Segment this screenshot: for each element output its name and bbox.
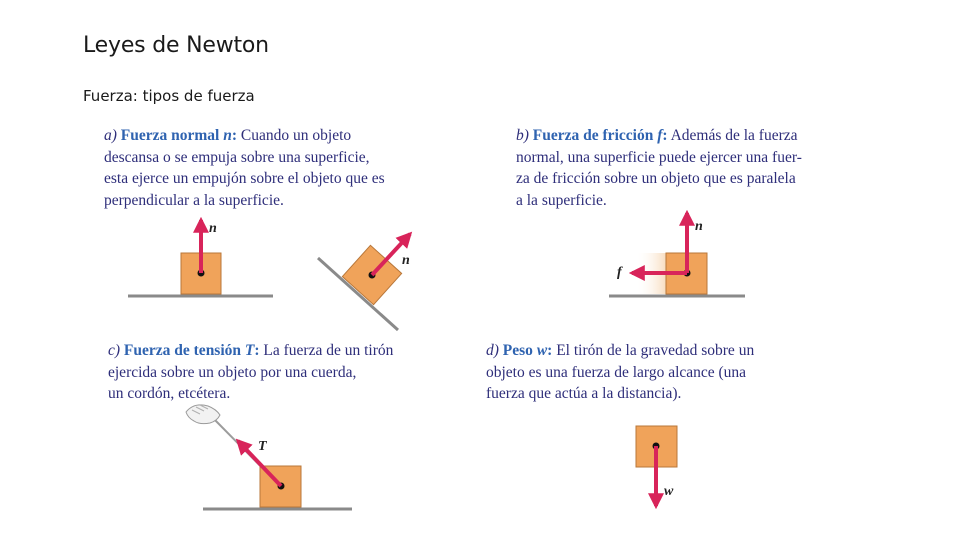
panel-b-text-line-2: za de fricción sobre un objeto que es paralela [516, 170, 796, 187]
panel-d-heading-text: Peso [502, 342, 533, 359]
weight-label: w [664, 484, 674, 499]
panel-c-tag: c) [108, 342, 121, 359]
hand-icon [186, 405, 220, 424]
panel-a-text-line-1: descansa o se empuja sobre una superficie, [104, 148, 370, 166]
panel-a-tag: a) [104, 127, 117, 144]
panel-a-heading-vector: n [223, 127, 232, 144]
panel-d-text-line-2: fuerza que actúa a la distancia). [486, 385, 682, 402]
figure-a-incline [318, 234, 410, 330]
panel-b-heading-text: Fuerza de fricción [532, 127, 654, 144]
panel-b-tag: b) [516, 127, 529, 144]
panel-d-heading-vector: w [536, 342, 548, 359]
friction-label: f [617, 265, 622, 280]
panel-a-text-line-2: esta ejerce un empujón sobre el objeto que es [104, 170, 385, 187]
panel-a-heading: Fuerza normal n: [120, 127, 238, 144]
panel-d-text-line-0: El tirón de la gravedad sobre un [556, 342, 755, 359]
normal-label-b: n [695, 219, 703, 234]
panel-b-text-line-0: Además de la fuerza [670, 127, 798, 144]
figure-b [609, 213, 745, 296]
panel-a-text-line-0: Cuando un objeto [240, 127, 352, 144]
panel-b-text-line-3: a la superficie. [516, 191, 607, 209]
panel-c-heading: Fuerza de tensión T: [123, 342, 260, 359]
panel-c-heading-text: Fuerza de tensión [123, 342, 242, 359]
panel-c-heading-vector: T [244, 342, 255, 359]
panel-b-heading: Fuerza de fricción f: [532, 127, 668, 144]
panel-c-text-line-2: un cordón, etcétera. [108, 385, 231, 402]
normal-label-a: n [209, 221, 217, 236]
slide-title: Leyes de Newton [83, 33, 269, 58]
panel-c-text-line-1: ejercida sobre un objeto por una cuerda, [108, 363, 357, 381]
panel-c-text-line-0: La fuerza de un tirón [263, 342, 394, 359]
panel-d-tag: d) [486, 342, 499, 359]
panel-b-text-line-1: normal, una superficie puede ejercer una fuer- [516, 148, 802, 166]
figure-a-flat [128, 220, 273, 296]
tension-label: T [258, 439, 267, 454]
slide-subtitle: Fuerza: tipos de fuerza [83, 87, 255, 105]
normal-label-a-incline: n [402, 253, 410, 268]
panel-a-heading-text: Fuerza normal [120, 127, 220, 144]
panel-d-text-line-1: objeto es una fuerza de largo alcance (una [486, 363, 747, 381]
panel-b-heading-vector: f [657, 127, 663, 144]
figure-c [186, 405, 352, 509]
panel-a-text-line-3: perpendicular a la superficie. [104, 191, 284, 209]
figure-d [636, 426, 677, 506]
panel-d-heading: Peso w: [502, 342, 553, 359]
